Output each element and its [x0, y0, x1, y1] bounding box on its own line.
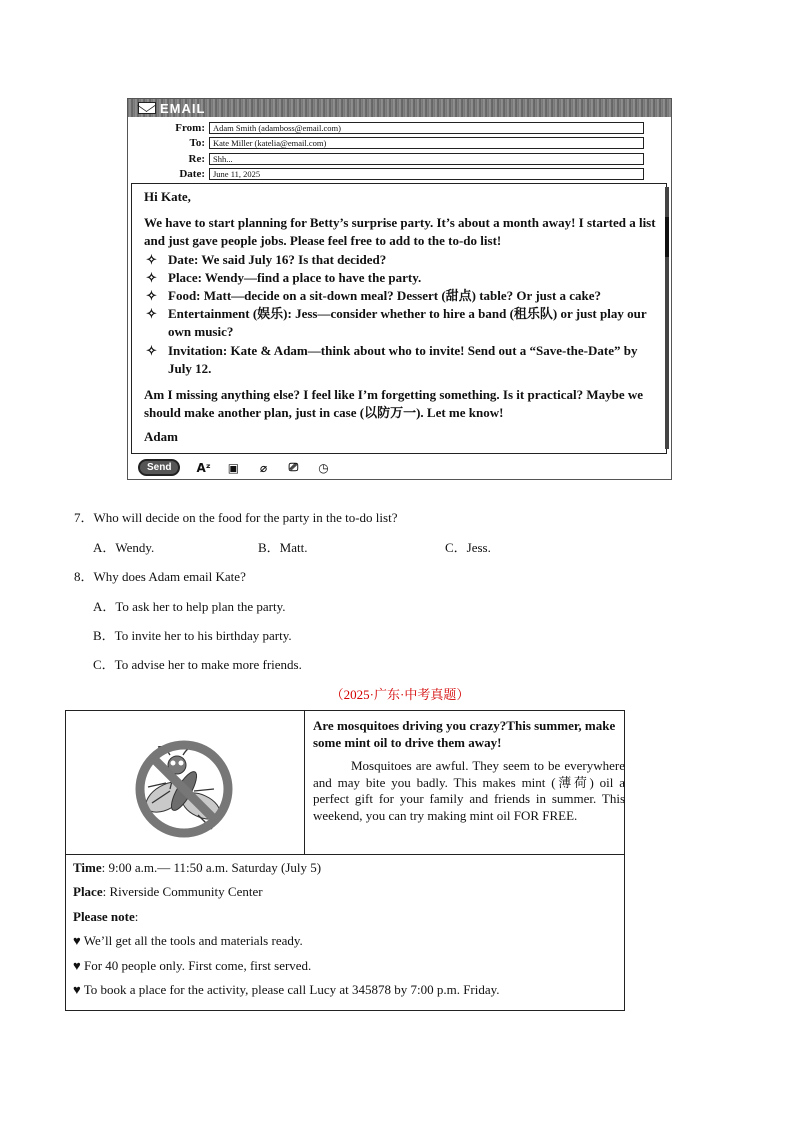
- to-label: To:: [189, 136, 205, 149]
- note-label: Please note: [73, 908, 135, 924]
- question-8-option-a[interactable]: A．To ask her to help plan the party.: [93, 599, 286, 614]
- todo-text: Wendy—find a place to have the party.: [201, 269, 422, 285]
- signature-icon[interactable]: ⎚: [288, 460, 299, 474]
- subject-field[interactable]: Shh...: [209, 153, 644, 165]
- question-8-stem: 8．Why does Adam email Kate?: [74, 569, 246, 584]
- re-label: Re:: [188, 152, 205, 165]
- to-row: [128, 136, 644, 149]
- from-field[interactable]: Adam Smith (adamboss@email.com): [209, 122, 644, 134]
- ad-text-cell: [305, 711, 625, 860]
- schedule-clock-icon[interactable]: ◷: [318, 460, 329, 475]
- ad-details: [73, 859, 613, 1005]
- to-field[interactable]: Kate Miller (katelia@email.com): [209, 137, 644, 149]
- question-7-stem: 7．Who will decide on the food for the party in the to-do list?: [74, 510, 398, 525]
- ad-time: [73, 859, 613, 883]
- todo-key: Date:: [168, 251, 199, 267]
- ad-headline: Are mosquitoes driving you crazy?This summer, make some mint oil to drive them away!: [313, 718, 616, 750]
- todo-key: Entertainment (娱乐):: [168, 306, 292, 322]
- question-7-option-b[interactable]: B．Matt.: [258, 540, 308, 555]
- from-label: From:: [175, 121, 205, 134]
- email-scrollbar[interactable]: [665, 187, 669, 449]
- from-row: [128, 121, 644, 134]
- star-bullet-icon: ✧: [146, 269, 157, 285]
- note-colon: :: [134, 908, 139, 924]
- email-signature: Adam: [144, 429, 178, 445]
- star-bullet-icon: ✧: [146, 251, 157, 267]
- todo-text: Kate & Adam—think about who to invite! Send out a “Save-the-Date” by July 12.: [168, 342, 638, 376]
- question-8-option-b[interactable]: B．To invite her to his birthday party.: [93, 628, 292, 643]
- todo-text: Matt—decide on a sit-down meal? Dessert (甜点) table? Or just a cake?: [200, 288, 602, 304]
- send-button[interactable]: Send: [138, 459, 180, 476]
- question-7-option-c[interactable]: C．Jess.: [445, 540, 491, 555]
- email-toolbar: [138, 459, 330, 476]
- todo-item: [144, 251, 656, 269]
- date-label: Date:: [179, 167, 205, 180]
- place-label: Place: [73, 884, 103, 900]
- place-value: : Riverside Community Center: [102, 884, 263, 900]
- todo-item: [144, 305, 656, 341]
- image-icon[interactable]: ▣: [227, 460, 240, 475]
- star-bullet-icon: ✧: [146, 288, 157, 304]
- ad-note-item: ♥ For 40 people only. First come, first served.: [73, 957, 312, 973]
- star-bullet-icon: ✧: [146, 342, 157, 358]
- star-bullet-icon: ✧: [146, 306, 157, 322]
- envelope-icon: [138, 102, 156, 114]
- re-row: [128, 152, 644, 165]
- email-body[interactable]: [131, 183, 667, 454]
- todo-item: [144, 287, 656, 305]
- todo-item: [144, 342, 656, 378]
- todo-text: We said July 16? Is that decided?: [198, 251, 387, 267]
- time-value: : 9:00 a.m.— 11:50 a.m. Saturday (July 5): [101, 860, 322, 875]
- todo-list: [144, 251, 656, 378]
- ad-image-cell: [66, 711, 305, 854]
- ad-description: Mosquitoes are awful. They seem to be everywhere and may bite you badly. This makes mint (薄荷) oil a perfect gift for your family and friends in summer. This weekend, you can try making mint oil FOR FREE.: [313, 758, 625, 823]
- ad-place: [73, 883, 613, 907]
- ad-note-item: ♥ To book a place for the activity, please call Lucy at 345878 by 7:00 p.m. Friday.: [73, 981, 500, 997]
- ad-note-item: ♥ We’ll get all the tools and materials ready.: [73, 933, 303, 949]
- question-7-option-a[interactable]: A．Wendy.: [93, 540, 155, 555]
- email-greeting: Hi Kate,: [144, 189, 191, 204]
- no-mosquito-icon: [66, 711, 304, 854]
- ad-note-heading: [73, 908, 613, 932]
- ad-top-row: [66, 711, 624, 855]
- time-label: Time: [73, 860, 102, 875]
- todo-item: [144, 269, 656, 287]
- email-title: EMAIL: [160, 100, 206, 116]
- text-format-icon[interactable]: Aᶻ: [196, 460, 211, 475]
- mint-oil-ad-table: [65, 710, 625, 1011]
- todo-key: Food:: [168, 288, 201, 304]
- email-title-bar: [128, 99, 671, 117]
- date-row: [128, 167, 644, 180]
- attachment-icon[interactable]: ⌀: [259, 460, 268, 475]
- email-intro: We have to start planning for Betty’s surprise party. It’s about a month away! I started a list and just gave people jobs. Please feel free to add to the to-do list!: [144, 215, 656, 249]
- todo-text: Jess—consider whether to hire a band (租乐队) or just play our own music?: [168, 306, 647, 340]
- source-note: （2025·广东·中考真题）: [330, 687, 470, 702]
- email-closing: Am I missing anything else? I feel like I’m forgetting something. Is it practical? Maybe we should make another plan, just in case (以防万一). Let me know!: [144, 387, 644, 421]
- todo-key: Place:: [168, 269, 202, 285]
- email-window: [127, 98, 672, 480]
- date-field[interactable]: June 11, 2025: [209, 168, 644, 180]
- todo-key: Invitation:: [168, 342, 228, 358]
- question-8-option-c[interactable]: C．To advise her to make more friends.: [93, 657, 302, 672]
